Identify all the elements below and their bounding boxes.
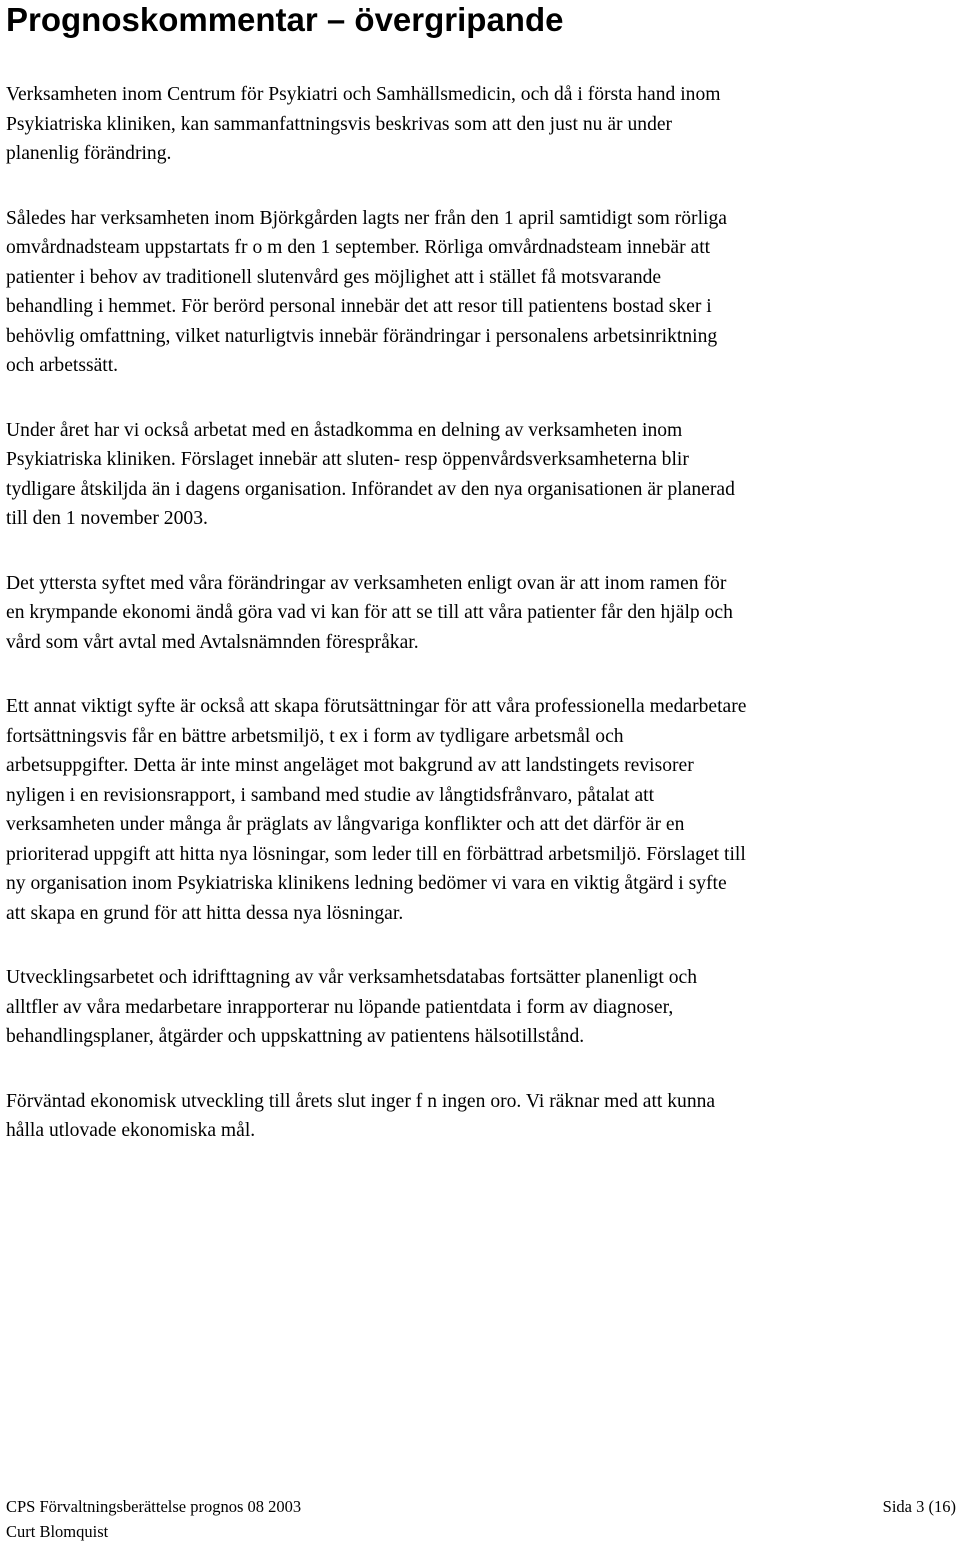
- text-line: vård som vårt avtal med Avtalsnämnden förespråkar.: [6, 631, 419, 653]
- text-line: omvårdnadsteam uppstartats fr o m den 1 september. Rörliga omvårdnadsteam innebär att: [6, 237, 711, 258]
- text-line: arbetsuppgifter. Detta är inte minst angeläget mot bakgrund av att landstingets revisorer: [6, 755, 694, 776]
- paragraph-database: [6, 963, 958, 1052]
- text-line: Psykiatriska kliniken. Förslaget innebär att sluten- resp öppenvårdsverksamheterna blir: [6, 449, 689, 470]
- text-line: prioriterad uppgift att hitta nya lösningar, som leder till en förbättrad arbetsmiljö. Förslaget till: [6, 843, 746, 865]
- text-line: Således har verksamheten inom Björkgården lagts ner från den 1 april samtidigt som rörliga: [6, 207, 727, 229]
- text-line: behandling i hemmet. För berörd personal innebär det att resor till patientens bostad sker i: [6, 296, 712, 317]
- document-body: [6, 80, 958, 1181]
- paragraph-reorganisation: [6, 416, 958, 534]
- paragraph-work-environment: [6, 692, 958, 928]
- text-line: en krympande ekonomi ändå göra vad vi kan för att se till att våra patienter får den hjälp och: [6, 602, 733, 623]
- footer-author: Curt Blomquist: [6, 1522, 109, 1541]
- text-line: alltfler av våra medarbetare inrapporterar nu löpande patientdata i form av diagnoser,: [6, 996, 674, 1018]
- text-line: verksamheten under många år präglats av långvariga konflikter och att det därför är en: [6, 814, 685, 835]
- page-title: Prognoskommentar – övergripande: [6, 1, 564, 38]
- paragraph-purpose: [6, 569, 958, 658]
- footer-page-number: Sida 3 (16): [882, 1497, 956, 1516]
- text-line: hålla utlovade ekonomiska mål.: [6, 1120, 256, 1141]
- footer-document-title: CPS Förvaltningsberättelse prognos 08 2003: [6, 1497, 302, 1516]
- text-line: till den 1 november 2003.: [6, 508, 208, 529]
- text-line: Utvecklingsarbetet och idrifttagning av vår verksamhetsdatabas fortsätter planenligt och: [6, 967, 697, 988]
- text-line: Det yttersta syftet med våra förändringar av verksamheten enligt ovan är att inom ramen för: [6, 572, 727, 594]
- text-line: behövlig omfattning, vilket naturligtvis innebär förändringar i personalens arbetsinriktning: [6, 325, 718, 347]
- text-line: Under året har vi också arbetat med en åstadkomma en delning av verksamheten inom: [6, 419, 683, 441]
- text-line: och arbetssätt.: [6, 355, 119, 376]
- paragraph-bjorkgarden: [6, 204, 958, 381]
- text-line: ny organisation inom Psykiatriska klinikens ledning bedömer vi vara en viktig åtgärd i syfte: [6, 873, 727, 894]
- text-line: patienter i behov av traditionell slutenvård ges möjlighet att i stället få motsvarande: [6, 266, 662, 288]
- text-line: fortsättningsvis får en bättre arbetsmiljö, t ex i form av tydligare arbetsmål och: [6, 725, 624, 747]
- page-footer: [6, 1494, 956, 1544]
- paragraph-economy: [6, 1087, 958, 1146]
- text-line: Psykiatriska kliniken, kan sammanfattningsvis beskrivas som att den just nu är under: [6, 113, 673, 135]
- text-line: att skapa en grund för att hitta dessa nya lösningar.: [6, 902, 404, 924]
- text-line: planenlig förändring.: [6, 143, 172, 164]
- text-line: Ett annat viktigt syfte är också att skapa förutsättningar för att våra professionella medarbetare: [6, 696, 747, 717]
- paragraph-overview: [6, 80, 958, 169]
- text-line: tydligare åtskiljda än i dagens organisation. Införandet av den nya organisationen är planerad: [6, 478, 735, 500]
- text-line: nyligen i en revisionsrapport, i samband med studie av långtidsfrånvaro, påtalat att: [6, 784, 655, 806]
- text-line: behandlingsplaner, åtgärder och uppskattning av patientens hälsotillstånd.: [6, 1026, 585, 1047]
- footer-row: [6, 1519, 956, 1544]
- text-line: Verksamheten inom Centrum för Psykiatri och Samhällsmedicin, och då i första hand inom: [6, 84, 721, 105]
- footer-row: [6, 1494, 956, 1519]
- text-line: Förväntad ekonomisk utveckling till årets slut inger f n ingen oro. Vi räknar med att kunna: [6, 1090, 716, 1112]
